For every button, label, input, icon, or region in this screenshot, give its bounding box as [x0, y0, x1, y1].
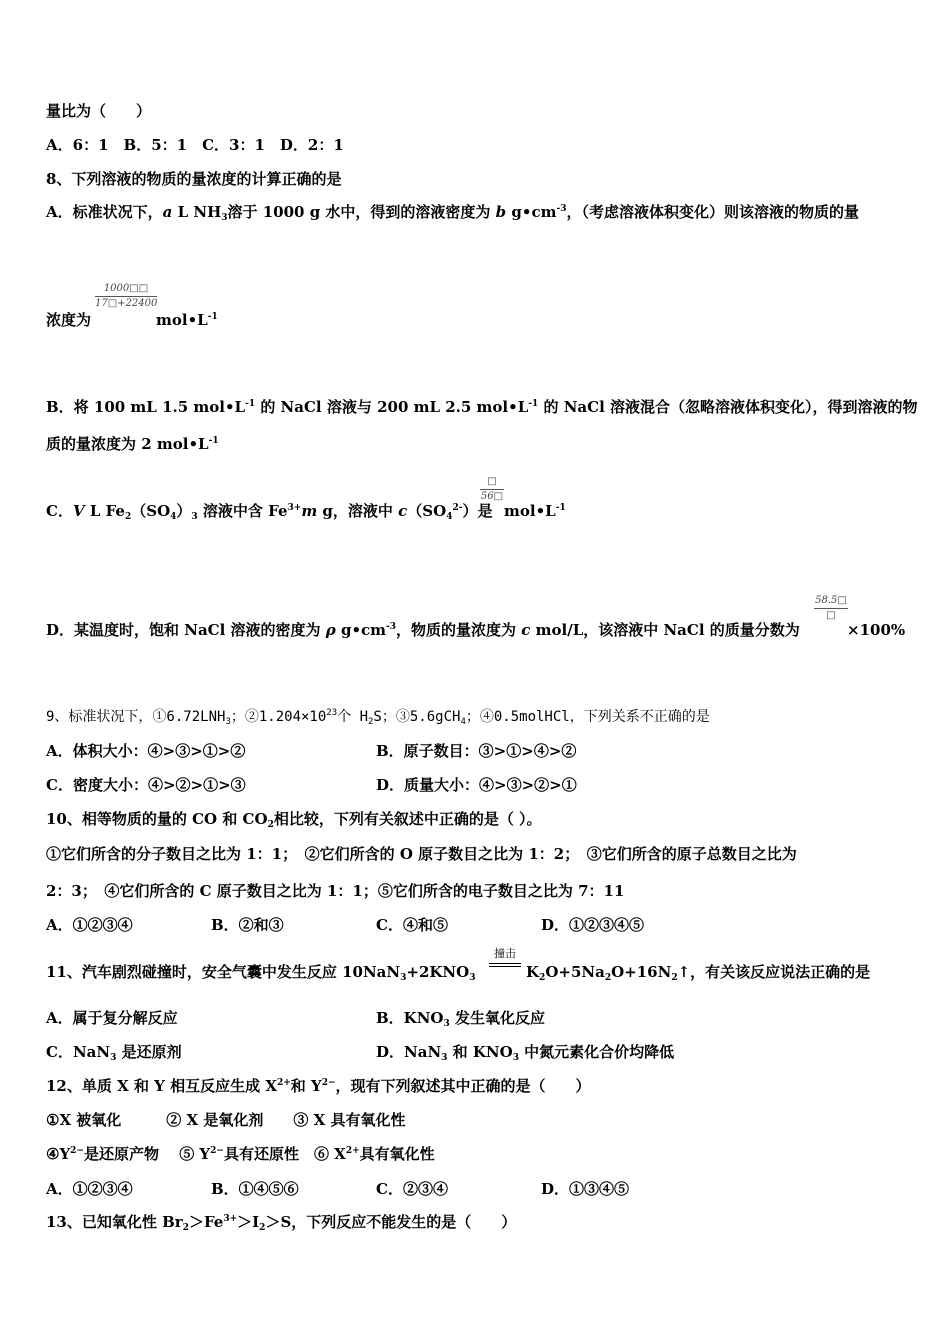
q11-reaction-arrow: 撞击 — [489, 945, 521, 967]
q8-a-fraction: 1000□□ 17□+22400 — [95, 283, 158, 309]
q8-option-b-line2: 质的量浓度为 2 $mol•L^{-1}$ — [46, 435, 219, 453]
q8-a-unit: $mol•L^{-1}$ — [156, 311, 218, 329]
q12-option-a: A．①②③④ — [46, 1180, 133, 1198]
q10-option-a: A．①②③④ — [46, 916, 133, 934]
q12-option-b: B．①④⑤⑥ — [211, 1180, 299, 1198]
q10-statements-line1: ①它们所含的分子数目之比为 1：1； ②它们所含的 O 原子数目之比为 1：2； ③它们所含的原子总数目之比为 — [46, 845, 797, 863]
q8-option-d: D．某温度时，饱和 NaCl 溶液的密度为 ρ $g•cm^{-3}$，物质的量浓度为 c mol/L，该溶液中 NaCl 的质量分数为 — [46, 621, 800, 639]
q10-option-c: C．④和⑤ — [376, 916, 448, 934]
q11-stem-part1: 11、汽车剧烈碰撞时，安全气囊中发生反应 $10NaN_3+2KNO_3$ — [46, 963, 476, 983]
q11-option-d: D．NaN$_3$ 和 $KNO_3$ 中氮元素化合价均降低 — [376, 1043, 675, 1063]
q9-option-c: C．密度大小：④>②>①>③ — [46, 776, 246, 794]
q8-option-b-line1: B．将 100 mL 1.5 $mol•L^{-1}$ 的 NaCl 溶液与 200 mL 2.5 $mol•L^{-1}$ 的 NaCl 溶液混合（忽略溶液体积变化），得到溶液的物 — [46, 398, 918, 416]
q9-option-d: D．质量大小：④>③>②>① — [376, 776, 577, 794]
q7-stem-tail: 量比为（ ） — [46, 102, 152, 120]
q9-option-a: A．体积大小：④>③>①>② — [46, 742, 246, 760]
q8-d-tail: ×100% — [847, 621, 906, 639]
q8-c-fraction: □ 56□ — [480, 476, 504, 502]
q12-option-c: C．②③④ — [376, 1180, 448, 1198]
q12-option-d: D．①③④⑤ — [541, 1180, 630, 1198]
q10-stem: 10、相等物质的量的 CO 和 $CO_2$相比较，下列有关叙述中正确的是（ ）。 — [46, 810, 542, 830]
q12-statements-line2: $④Y^{2-}$是还原产物 ⑤ $Y^{2-}$具有还原性 ⑥ $X^{2+}$具有氧化性 — [46, 1145, 435, 1163]
q10-statements-line2: 2：3； ④它们所含的 C 原子数目之比为 1：1；⑤它们所含的电子数目之比为 7：11 — [46, 882, 625, 900]
q9-option-b: B．原子数目：③>①>④>② — [376, 742, 577, 760]
q8-stem: 8、下列溶液的物质的量浓度的计算正确的是 — [46, 170, 342, 188]
q12-statements-line1: ①X 被氧化 ② X 是氧化剂 ③ X 具有氧化性 — [46, 1111, 406, 1129]
q11-option-b: B．$KNO_3$ 发生氧化反应 — [376, 1009, 545, 1029]
q7-options: A．6：1 B．5：1 C．3：1 D．2：1 — [46, 136, 344, 154]
q8-option-c: C．V L $Fe_2(SO_4)_3$ 溶液中含 $Fe^{3+}m$ g，溶液中 $c(SO_4^{2-})$是 — [46, 502, 493, 522]
q11-option-a: A．属于复分解反应 — [46, 1009, 178, 1027]
q11-stem-part2: $K_2O+5Na_2O+16N_2↑$，有关该反应说法正确的是 — [526, 963, 871, 983]
q8-option-a-line2: 浓度为 — [46, 311, 92, 329]
q10-option-b: B．②和③ — [211, 916, 284, 934]
q13-stem: 13、已知氧化性 $Br_2>Fe^{3+}>I_2>S$，下列反应不能发生的是（ ） — [46, 1213, 517, 1233]
q8-c-unit: $mol•L^{-1}$ — [504, 502, 566, 520]
q8-option-a-line1: A．标准状况下，a L $NH_3$溶于 1000 g 水中，得到的溶液密度为 b $g•cm^{-3}$，（考虑溶液体积变化）则该溶液的物质的量 — [46, 203, 859, 223]
q8-d-fraction: 58.5□ □ — [815, 595, 847, 621]
q12-stem: 12、单质 X 和 Y 相互反应生成 $X^{2+}$和 $Y^{2-}$，现有下列叙述其中正确的是（ ） — [46, 1077, 591, 1095]
q10-option-d: D．①②③④⑤ — [541, 916, 645, 934]
q11-option-c: C．NaN$_3$ 是还原剂 — [46, 1043, 182, 1063]
q9-stem: 9、标准状况下，$①6.72LNH_3$；$②1.204\times 10^{23}$个 $H_2S$；③5.6gCH$_4$；④0.5molHCl，下列关系不正确的是 — [46, 708, 710, 727]
